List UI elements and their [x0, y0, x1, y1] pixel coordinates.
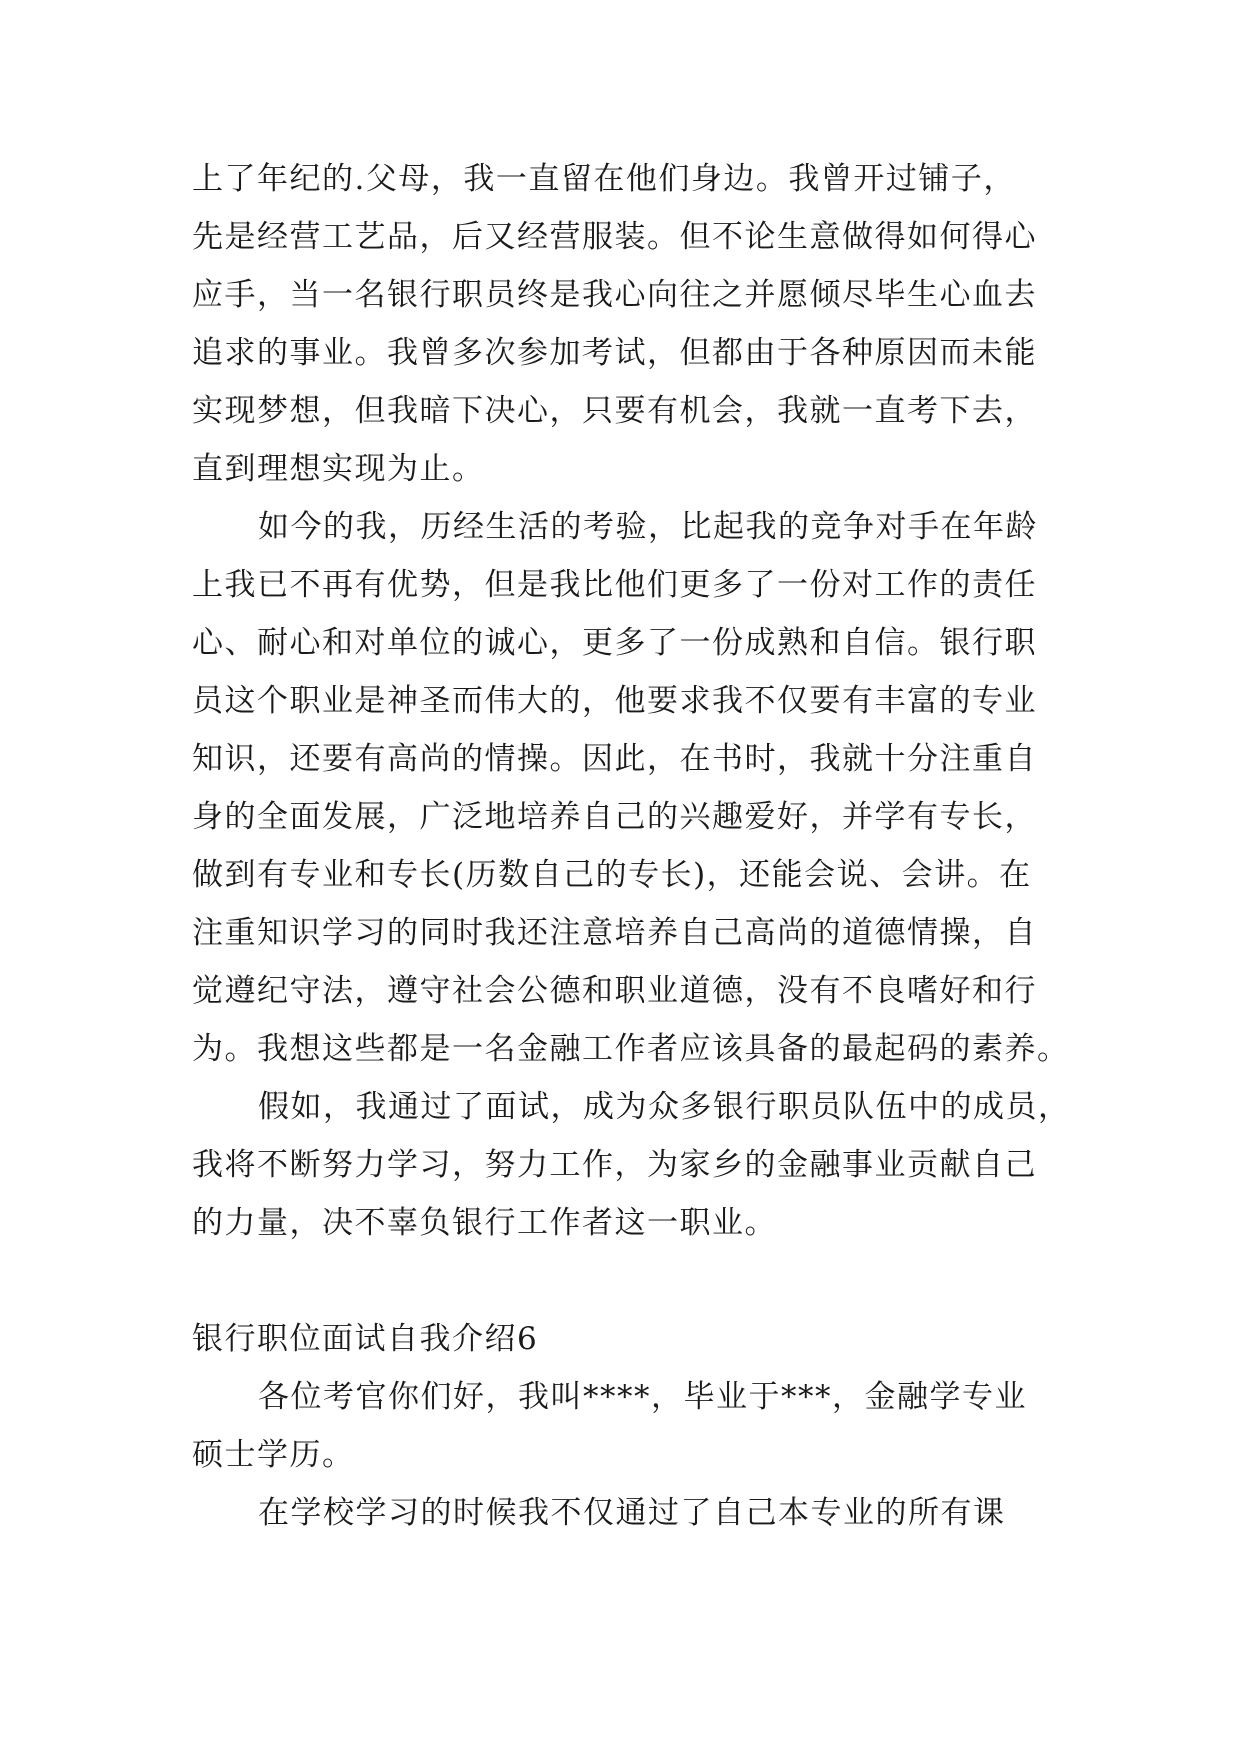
- paragraph-line: 应手，当一名银行职员终是我心向往之并愿倾尽毕生心血去: [192, 277, 1037, 313]
- paragraph-line: 知识，还要有高尚的情操。因此，在书时，我就十分注重自: [192, 741, 1037, 777]
- paragraph-line: 为。我想这些都是一名金融工作者应该具备的最起码的素养。: [192, 1031, 1070, 1067]
- paragraph-line: 上我已不再有优势，但是我比他们更多了一份对工作的责任: [192, 567, 1037, 603]
- paragraph-line: 注重知识学习的同时我还注意培养自己高尚的道德情操，自: [192, 915, 1037, 951]
- paragraph-line: 心、耐心和对单位的诚心，更多了一份成熟和自信。银行职: [192, 625, 1037, 661]
- paragraph-line: 直到理想实现为止。: [192, 451, 485, 487]
- paragraph-line: 身的全面发展，广泛地培养自己的兴趣爱好，并学有专长，: [192, 799, 1037, 835]
- paragraph-line: 实现梦想，但我暗下决心，只要有机会，我就一直考下去，: [192, 393, 1037, 429]
- paragraph-line: 做到有专业和专长(历数自己的专长)，还能会说、会讲。在: [192, 857, 1032, 893]
- paragraph-line: 如今的我，历经生活的考验，比起我的竞争对手在年龄: [258, 509, 1038, 545]
- paragraph-line: 追求的事业。我曾多次参加考试，但都由于各种原因而未能: [192, 335, 1037, 371]
- paragraph-line: 先是经营工艺品，后又经营服装。但不论生意做得如何得心: [192, 219, 1037, 255]
- document-body: [192, 150, 1071, 1542]
- paragraph-line: 的力量，决不辜负银行工作者这一职业。: [192, 1205, 777, 1241]
- paragraph-line: 上了年纪的.父母，我一直留在他们身边。我曾开过铺子，: [192, 161, 1016, 197]
- paragraph-line: 硕士学历。: [192, 1437, 355, 1473]
- paragraph-line: 假如，我通过了面试，成为众多银行职员队伍中的成员，: [258, 1089, 1071, 1125]
- paragraph-line: 觉遵纪守法，遵守社会公德和职业道德，没有不良嗜好和行: [192, 973, 1037, 1009]
- paragraph-line: 各位考官你们好，我叫****，毕业于***，金融学专业: [258, 1379, 1027, 1415]
- paragraph-line: 员这个职业是神圣而伟大的，他要求我不仅要有丰富的专业: [192, 683, 1037, 719]
- paragraph-line: 在学校学习的时候我不仅通过了自己本专业的所有课: [258, 1495, 1006, 1531]
- section-heading: 银行职位面试自我介绍6: [192, 1321, 539, 1357]
- paragraph-line: 我将不断努力学习，努力工作，为家乡的金融事业贡献自己: [192, 1147, 1037, 1183]
